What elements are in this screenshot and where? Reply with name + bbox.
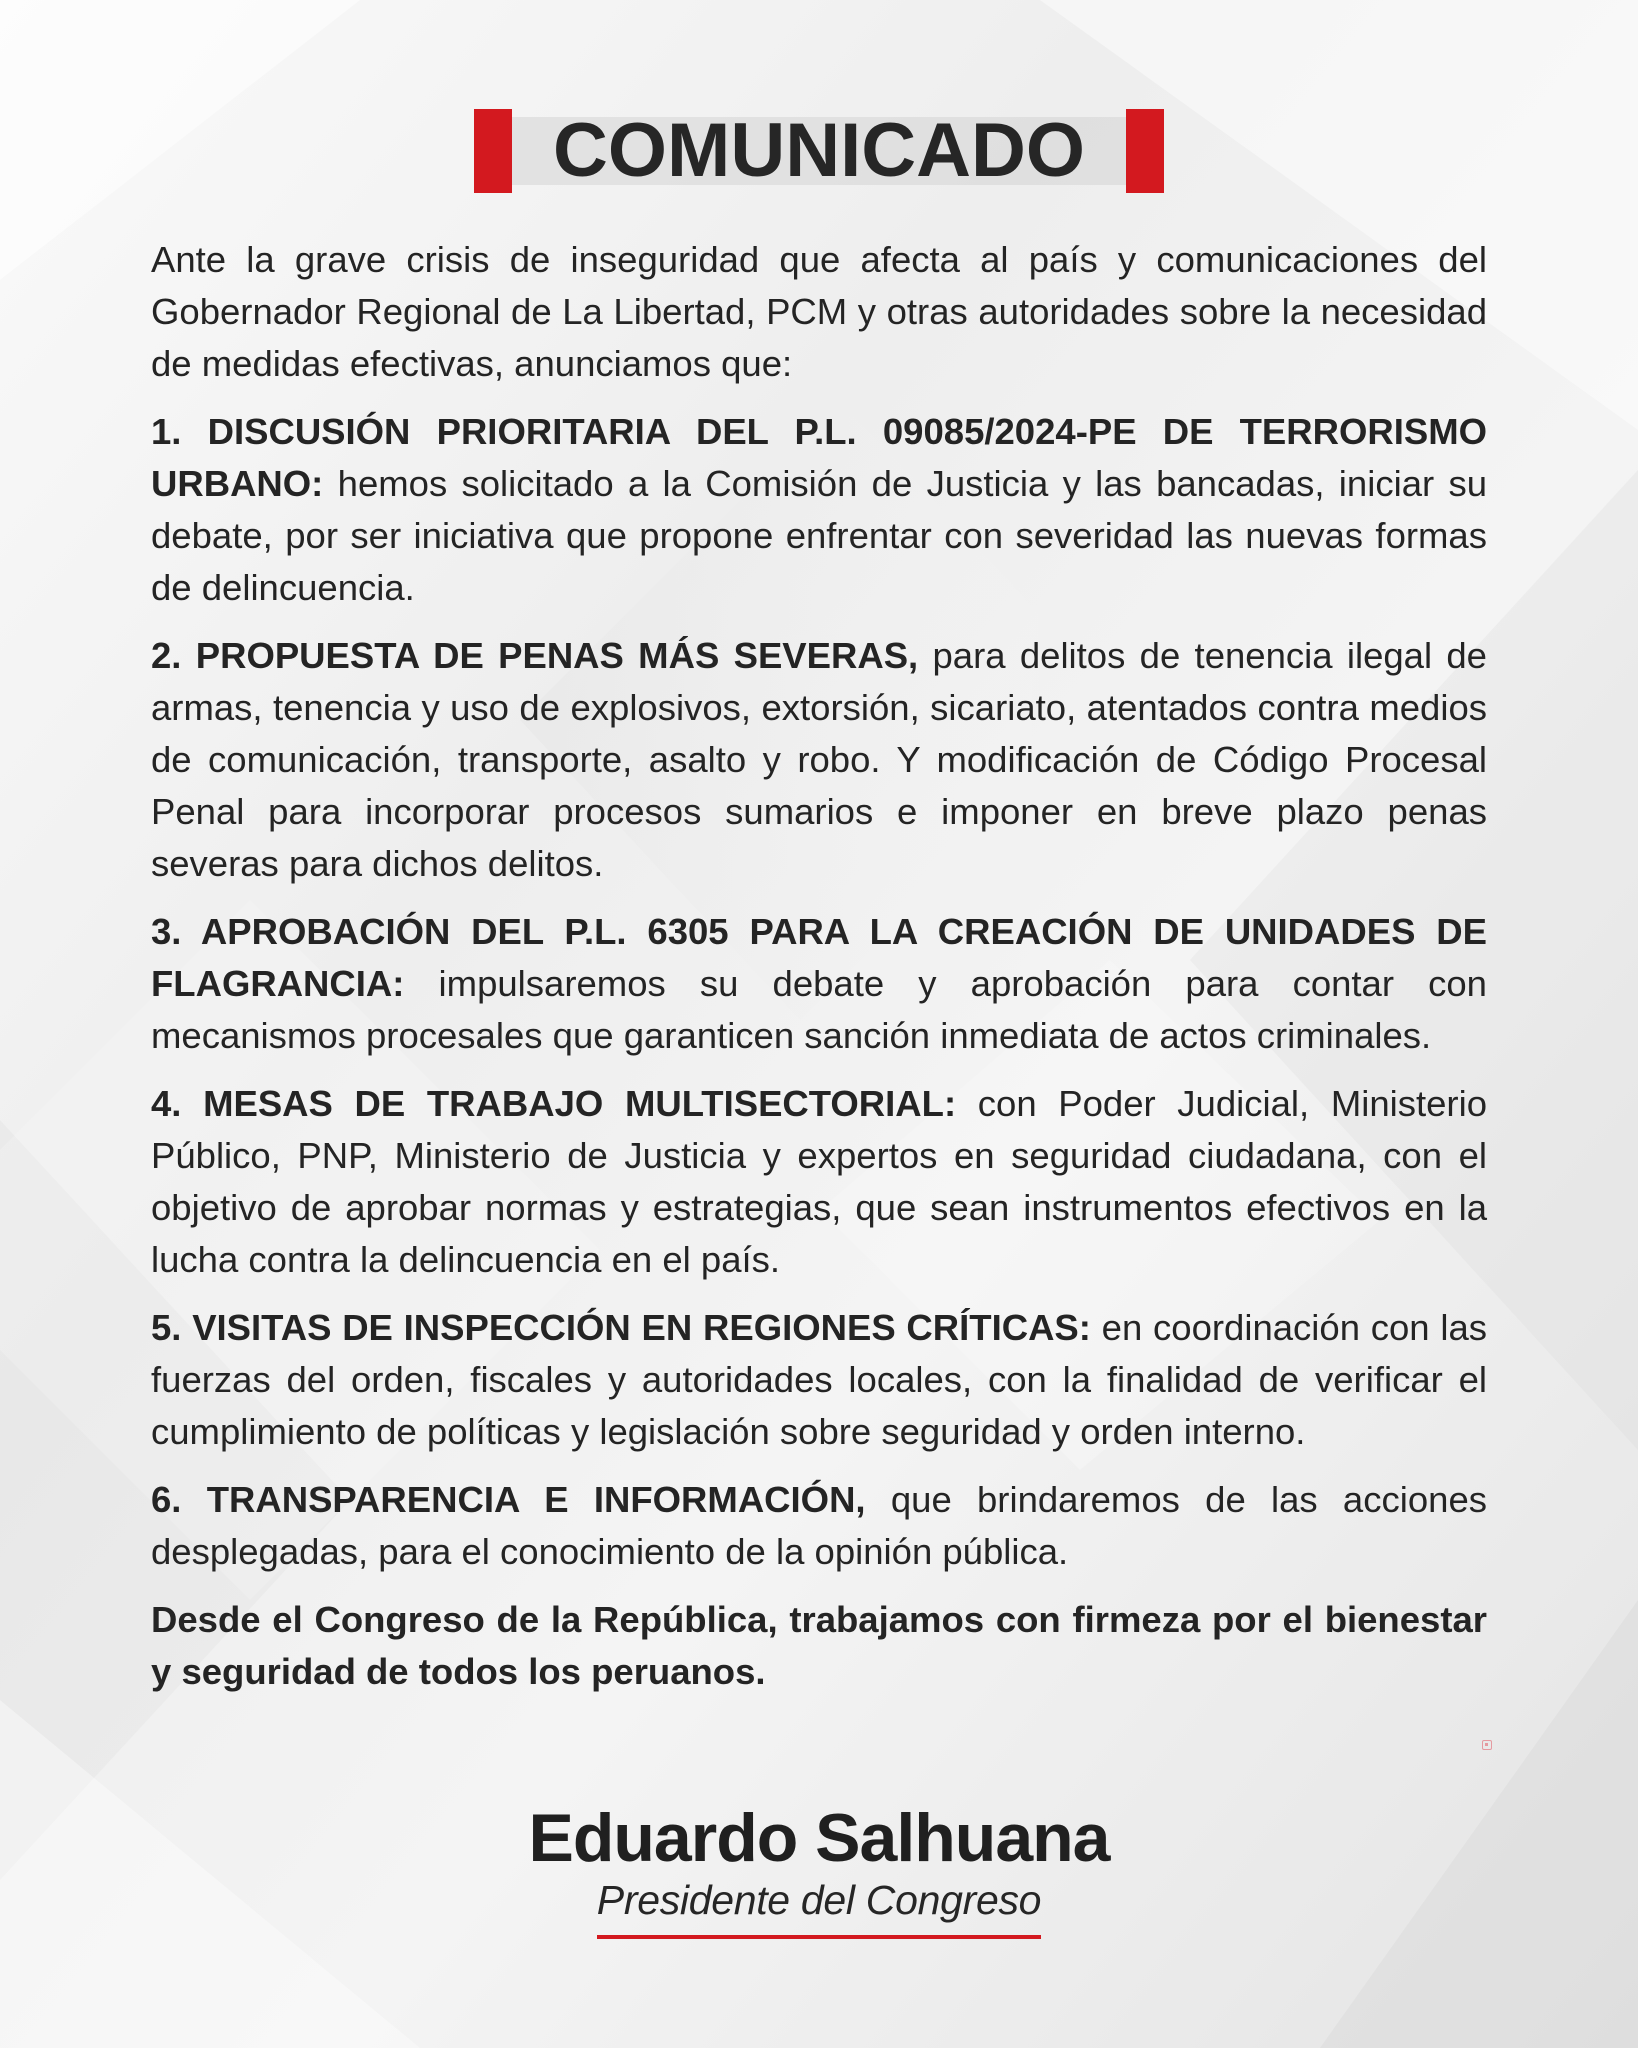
- communique-title: COMUNICADO: [553, 108, 1085, 193]
- item-1-heading: 1. DISCUSIÓN PRIORITARIA DEL P.L. 09085/2024-PE DE TERRORISMO URBANO:: [151, 411, 1487, 504]
- item-2: [151, 630, 1487, 890]
- item-6: [151, 1474, 1487, 1578]
- intro-paragraph: Ante la grave crisis de inseguridad que afecta al país y comunicaciones del Gobernador Regional de La Libertad, PCM y otras autoridades sobre la necesidad de medidas efectivas, anunciamos que:: [151, 239, 1487, 384]
- signature-block: [424, 1796, 1214, 1939]
- item-1: [151, 406, 1487, 614]
- item-6-heading: 6. TRANSPARENCIA E INFORMACIÓN,: [151, 1479, 866, 1520]
- item-5-heading: 5. VISITAS DE INSPECCIÓN EN REGIONES CRÍTICAS:: [151, 1307, 1091, 1348]
- communique-header: [474, 109, 1164, 193]
- item-6-text: que brindaremos de las acciones desplegadas, para el conocimiento de la opinión pública.: [151, 1479, 1487, 1572]
- item-2-text: para delitos de tenencia ilegal de armas, tenencia y uso de explosivos, extorsión, sicariato, atentados contra medios de comunicación, transporte, asalto y robo. Y modificación de Código Procesal Penal para incorporar procesos sumarios e imponer en breve plazo penas severas para dichos delitos.: [151, 635, 1487, 884]
- closing-statement: Desde el Congreso de la República, trabajamos con firmeza por el bienestar y seguridad de todos los peruanos.: [151, 1599, 1487, 1692]
- item-5: [151, 1302, 1487, 1458]
- signature-role: Presidente del Congreso: [597, 1876, 1041, 1939]
- item-4-heading: 4. MESAS DE TRABAJO MULTISECTORIAL:: [151, 1083, 957, 1124]
- item-2-heading: 2. PROPUESTA DE PENAS MÁS SEVERAS,: [151, 635, 919, 676]
- small-square-icon: [1482, 1740, 1492, 1750]
- communique-body: [151, 234, 1487, 1714]
- signature-name: Eduardo Salhuana: [528, 1800, 1110, 1876]
- item-3-text: impulsaremos su debate y aprobación para contar con mecanismos procesales que garanticen sanción inmediata de actos criminales.: [151, 963, 1487, 1056]
- item-4-text: con Poder Judicial, Ministerio Público, PNP, Ministerio de Justicia y expertos en seguridad ciudadana, con el objetivo de aprobar normas y estrategias, que sean instrumentos efectivos en la lucha contra la delincuencia en el país.: [151, 1083, 1487, 1280]
- item-5-text: en coordinación con las fuerzas del orden, fiscales y autoridades locales, con la finalidad de verificar el cumplimiento de políticas y legislación sobre seguridad y orden interno.: [151, 1307, 1488, 1452]
- item-3: [151, 906, 1487, 1062]
- item-1-text: hemos solicitado a la Comisión de Justicia y las bancadas, iniciar su debate, por ser iniciativa que propone enfrentar con severidad las nuevas formas de delincuencia.: [151, 463, 1487, 608]
- item-4: [151, 1078, 1487, 1286]
- item-3-heading: 3. APROBACIÓN DEL P.L. 6305 PARA LA CREACIÓN DE UNIDADES DE FLAGRANCIA:: [151, 911, 1487, 1004]
